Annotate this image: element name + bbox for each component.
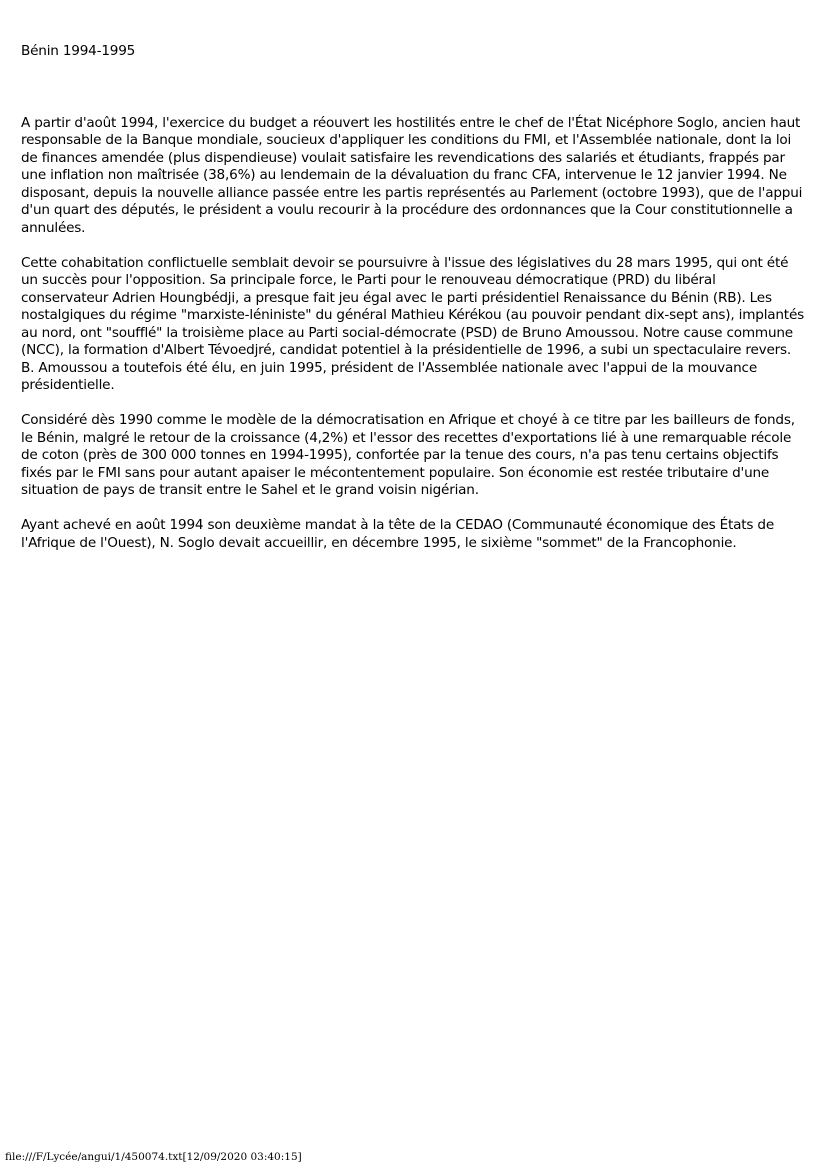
document-body xyxy=(21,43,805,570)
paragraph-legislative-elections: Cette cohabitation conflictuelle semblait devoir se poursuivre à l'issue des législatives du 28 mars 1995, qui ont été un succès pour l'opposition. Sa principale force, le Parti pour le renouveau démocratique (PRD) du libéral conservateur Adrien Houngbédji, a presque fait jeu égal avec le parti présidentiel Renaissance du Bénin (RB). Les nostalgiques du régime "marxiste-léniniste" du général Mathieu Kérékou (au pouvoir pendant dix-sept ans), implantés au nord, ont "soufflé" la troisième place au Parti social-démocrate (PSD) de Bruno Amoussou. Notre cause commune (NCC), la formation d'Albert Tévoedjré, candidat potentiel à la présidentielle de 1996, a subi un spectaculaire revers. B. Amoussou a toutefois été élu, en juin 1995, président de l'Assemblée nationale avec l'appui de la mouvance présidentielle. xyxy=(21,254,804,393)
document-title: Bénin 1994-1995 xyxy=(21,43,136,59)
paragraph-cedao-francophonie: Ayant achevé en août 1994 son deuxième mandat à la tête de la CEDAO (Communauté économique des États de l'Afrique de l'Ouest), N. Soglo devait accueillir, en décembre 1995, le sixième "sommet" de la Francophonie. xyxy=(21,517,775,551)
paragraph-economy: Considéré dès 1990 comme le modèle de la démocratisation en Afrique et choyé à ce titre par les bailleurs de fonds, le Bénin, malgré le retour de la croissance (4,2%) et l'essor des recettes d'exportations lié à une remarquable récole de coton (près de 300 000 tonnes en 1994-1995), confortée par la tenue des cours, n'a pas tenu certains objectifs fixés par le FMI sans pour autant apaiser le mécontentement populaire. Son économie est restée tributaire d'une situation de pays de transit entre le Sahel et le grand voisin nigérian. xyxy=(21,412,795,498)
file-path-footer: file:///F/Lycée/angui/1/450074.txt[12/09/2020 03:40:15] xyxy=(5,1151,302,1163)
paragraph-budget-conflict: A partir d'août 1994, l'exercice du budget a réouvert les hostilités entre le chef de l'État Nicéphore Soglo, ancien haut responsable de la Banque mondiale, soucieux d'appliquer les conditions du FMI, et l'Assemblée nationale, dont la loi de finances amendée (plus dispendieuse) voulait satisfaire les revendications des salariés et étudiants, frappés par une inflation non maîtrisée (38,6%) au lendemain de la dévaluation du franc CFA, intervenue le 12 janvier 1994. Ne disposant, depuis la nouvelle alliance passée entre les partis représentés au Parlement (octobre 1993), que de l'appui d'un quart des députés, le président a voulu recourir à la procédure des ordonnances que la Cour constitutionnelle a annulées. xyxy=(21,114,803,236)
